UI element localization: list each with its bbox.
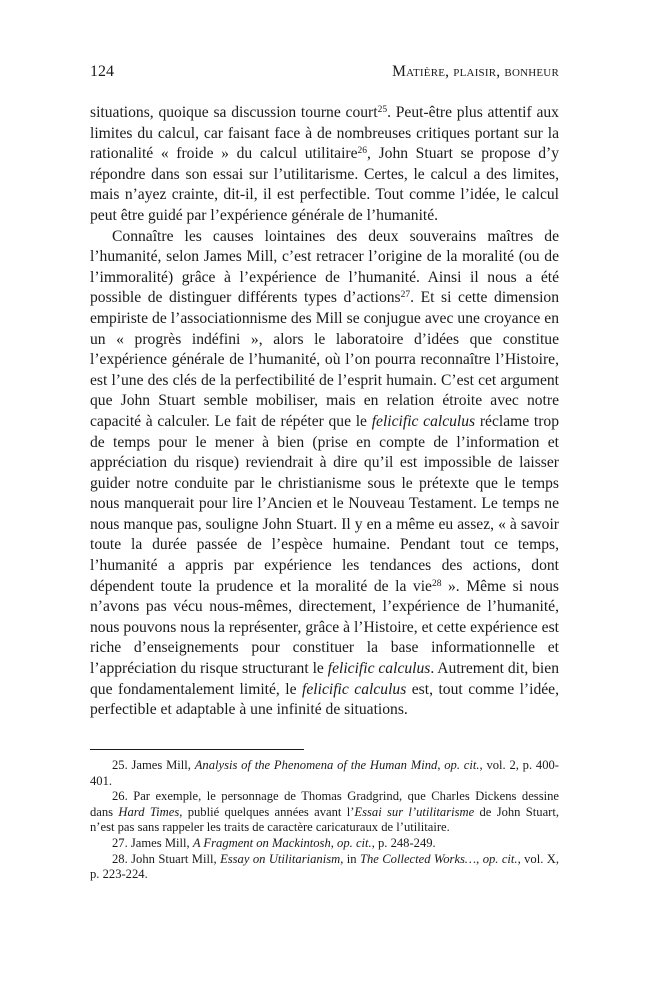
body-text [90,103,559,721]
text-run: , publié quelques années avant l’ [179,804,355,819]
italic-term: op. cit. [444,758,480,772]
paragraph-1 [90,103,559,227]
footnotes [90,758,559,883]
text-run: . Et si cette dimension empiriste de l’associationnisme des Mill se conjugue avec une croyance en un « progrès indéfini », alors le laboratoire d’idées que constitue l’expérience générale de l’humanité, où l’on pourra reconnaître l’Histoire, est l’une des clés de la perfectibilité de l’esprit humain. C’est cet argument que John Stuart semble mobiliser, mais en relation étroite avec notre capacité à calculer. Le fait de répéter que le [90,289,560,430]
footnote-28 [90,852,559,883]
text-run: , p. 248-249. [371,835,436,850]
text-run: , vol. 2, p. 400-401. [90,758,559,788]
text-run: . Autrement dit, bien que fondamentalement limité, le [90,660,559,698]
paragraph-2 [90,227,559,721]
page-number: 124 [90,63,114,80]
footnote-26 [90,789,559,836]
text-run: de John Stuart, n’est pas sans rappeler les traits de caractère caricaturaux de l’utilitaire. [90,804,560,835]
text-run: Connaître les causes lointaines des deux souverains maîtres de l’humanité, selon James Mill, c’est retracer l’origine de la moralité (ou de l’immoralité) grâce à l’expérience de l’humanité. Ainsi il nous a été possible de distinguer différents types d’actions [90,227,559,307]
footnote-27 [90,836,559,852]
text-run: réclame trop de temps pour le mener à bien (prise en compte de l’information et appréciation du risque) reviendrait à dire qu’il est impossible de laisser guider notre conduite par le christianisme sous le prétexte que le temps nous manquerait pour lire l’Ancien et le Nouveau Testament. Le temps ne nous manque pas, souligne John Stuart. Il y en a même eu assez, « à savoir toute la durée passée de l’espèce humaine. Pendant tout ce temps, l’humanité a appris par expérience les tendances des actions, dont dépendent toute la prudence et la moralité de la vie [90,412,559,595]
footnote-separator [90,749,304,750]
italic-title: The Collected Works… [359,851,477,866]
text-run: 26. Par exemple, le personnage de Thomas Gradgrind, que Charles Dickens dessine dans [90,789,559,819]
text-run: , [476,851,483,866]
footnote-25 [90,758,559,789]
text-run: , in [340,851,360,866]
italic-title: Essay on Utilitarianism [220,851,341,866]
italic-title: Analysis of the Phenomena of the Human Mind [194,758,438,772]
italic-title: Hard Times [118,804,180,819]
footnote-ref-25[interactable]: 25 [377,105,388,115]
text-run: , [437,758,445,772]
text-run: , [330,835,338,850]
italic-term: felicific calculus [327,660,431,678]
running-head: Matière, plaisir, bonheur [392,63,559,80]
text-run: 25. James Mill, [112,758,195,772]
text-run: est, tout comme l’idée, perfectible et adaptable à une infinité de situations. [90,680,559,719]
text-run: 28. John Stuart Mill, [112,851,221,866]
text-run: . Peut-être plus attentif aux limites du calcul, car faisant face à de nombreuses critiques portant sur la rationalité « froide » du calcul utilitaire [90,104,559,163]
italic-term: felicific calculus [371,412,476,430]
italic-title: Essai sur l’utilitarisme [354,804,475,819]
text-run: ». Même si nous n’avons pas vécu nous-mêmes, directement, l’expérience de l’humanité, nous pouvons nous la représenter, grâce à l’Histoire, et cette expérience est riche d’enseignements pour constituer la base informationnelle et l’appréciation du risque structurant le [90,577,559,678]
footnote-ref-26[interactable]: 26 [357,146,368,157]
italic-title: A Fragment on Mackintosh [192,835,331,850]
italic-term: felicific calculus [302,680,407,698]
page-header [90,63,559,85]
text-run: , John Stuart se propose d’y répondre dans son essai sur l’utilitarisme. Certes, le calcul a des limites, mais n’ayez crainte, dit-il, il est perfectible. Tout comme l’idée, le calcul peut être guidé par l’expérience générale de l’humanité. [90,145,560,224]
text-run: , vol. X, p. 223-224. [90,851,560,882]
footnote-ref-27[interactable]: 27 [400,290,411,301]
italic-term: op. cit. [482,851,518,866]
text-run: 27. James Mill, [112,835,193,850]
italic-term: op. cit. [337,835,372,850]
footnote-ref-28[interactable]: 28 [431,578,442,589]
text-run: situations, quoique sa discussion tourne court [90,104,378,121]
